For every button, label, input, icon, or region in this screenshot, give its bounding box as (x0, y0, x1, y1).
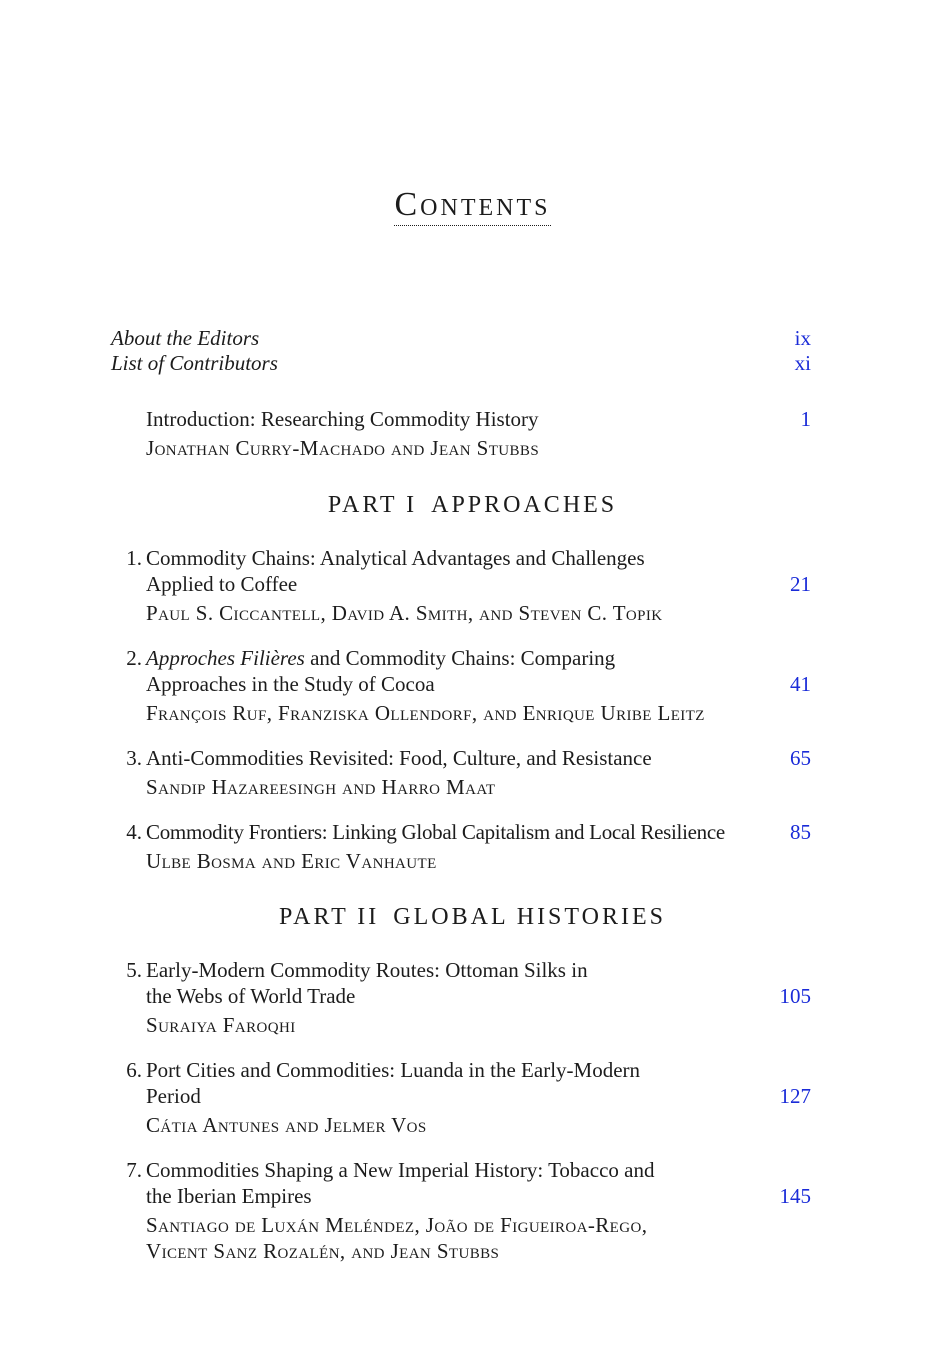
entry-title: Early-Modern Commodity Routes: Ottoman Silks in (146, 958, 588, 982)
entry-authors: Vicent Sanz Rozalén, and Jean Stubbs (146, 1239, 500, 1263)
entry-authors: Ulbe Bosma and Eric Vanhaute (146, 849, 437, 873)
page-link[interactable]: 41 (790, 672, 811, 696)
entry-title: Approches Filières and Commodity Chains: Comparing (146, 646, 616, 670)
entry-authors: François Ruf, Franziska Ollendorf, and Enrique Uribe Leitz (146, 701, 705, 725)
entry-authors: Sandip Hazareesingh and Harro Maat (146, 775, 496, 799)
chapter-entry (126, 745, 811, 800)
front-matter-item (111, 326, 811, 351)
entry-title: Commodity Chains: Analytical Advantages and Challenges (146, 546, 645, 570)
page-link[interactable]: 127 (779, 1084, 811, 1108)
entry-authors: Santiago de Luxán Meléndez, João de Figueiroa-Rego, (146, 1213, 648, 1237)
entry-title: the Iberian Empires (146, 1184, 312, 1208)
introduction-entry (146, 406, 811, 461)
chapter-number: 6. (126, 1058, 142, 1082)
entry-title: Applied to Coffee (146, 572, 298, 596)
entry-title: Introduction: Researching Commodity History (146, 407, 539, 431)
entry-title: Period (146, 1084, 201, 1108)
page-link[interactable]: 145 (779, 1184, 811, 1208)
part-heading: PART II GLOBAL HISTORIES (279, 904, 666, 930)
chapter-entry (126, 957, 811, 1038)
chapter-entry (126, 645, 811, 726)
entry-title: Anti-Commodities Revisited: Food, Culture, and Resistance (146, 746, 652, 770)
entry-title: Commodities Shaping a New Imperial History: Tobacco and (146, 1158, 655, 1182)
page-title: Contents (0, 186, 945, 224)
entry-title: Port Cities and Commodities: Luanda in the Early-Modern (146, 1058, 641, 1082)
page-link[interactable]: 105 (779, 984, 811, 1008)
chapter-number: 5. (126, 958, 142, 982)
entry-title: Commodity Frontiers: Linking Global Capitalism and Local Resilience (146, 820, 725, 844)
front-matter-list (111, 326, 811, 376)
chapter-entry (126, 819, 811, 874)
entry-authors: Paul S. Ciccantell, David A. Smith, and Steven C. Topik (146, 601, 663, 625)
chapter-number: 2. (126, 646, 142, 670)
chapter-entry (126, 1157, 811, 1264)
entry-authors: Jonathan Curry-Machado and Jean Stubbs (146, 436, 540, 460)
chapter-number: 4. (126, 820, 142, 844)
entry-title: the Webs of World Trade (146, 984, 356, 1008)
front-matter-label: List of Contributors (111, 351, 278, 375)
chapter-number: 1. (126, 546, 142, 570)
chapter-number: 7. (126, 1158, 142, 1182)
page-link[interactable]: 85 (790, 820, 811, 844)
page-link[interactable]: 21 (790, 572, 811, 596)
entry-authors: Suraiya Faroqhi (146, 1013, 296, 1037)
front-matter-item (111, 351, 811, 376)
page-link[interactable]: 1 (800, 407, 811, 431)
chapter-entry (126, 545, 811, 626)
page-link[interactable]: 65 (790, 746, 811, 770)
entry-title: Approaches in the Study of Cocoa (146, 672, 435, 696)
front-matter-label: About the Editors (111, 326, 260, 350)
chapter-number: 3. (126, 746, 142, 770)
chapter-entry (126, 1057, 811, 1138)
page-link[interactable]: ix (794, 326, 811, 350)
page-link[interactable]: xi (794, 351, 811, 375)
entry-authors: Cátia Antunes and Jelmer Vos (146, 1113, 427, 1137)
part-heading: PART I APPROACHES (327, 492, 618, 518)
